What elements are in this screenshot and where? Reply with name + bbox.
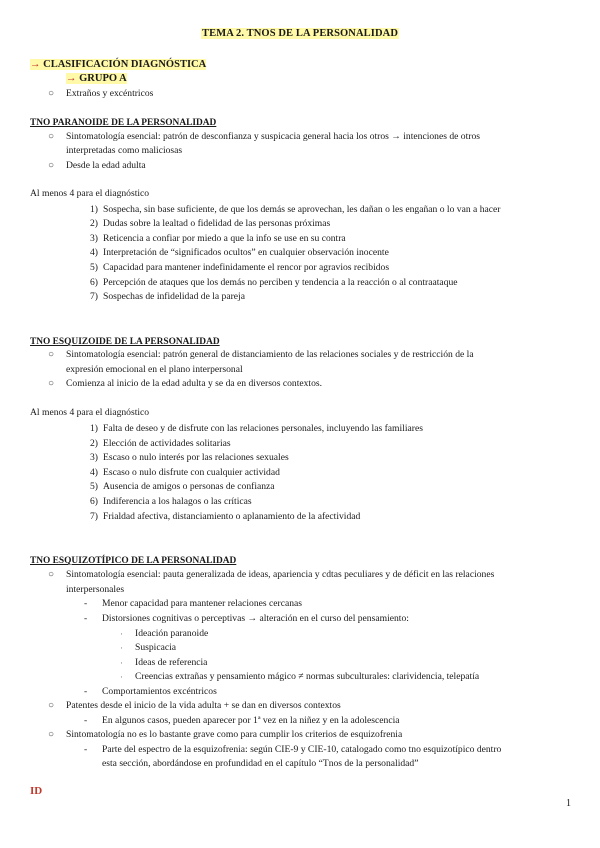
list-item-number: 1): [90, 204, 98, 215]
circle-bullet-icon: ○: [48, 160, 55, 171]
list-item: Dudas sobre la lealtad o fidelidad de las personas próximas: [103, 218, 331, 229]
group-description: Extraños y excéntricos: [66, 88, 154, 99]
esquizotipico-onset: Patentes desde el inicio de la vida adulta + se dan en diversos contextos: [66, 700, 341, 711]
arrow-icon: →: [30, 59, 41, 70]
paranoide-essential-line1: Sintomatología esencial: patrón de desconfianza y suspicacia general hacia los otros → intenciones de otros: [66, 131, 480, 142]
list-item: Sospecha, sin base suficiente, de que los demás se aprovechan, les dañan o les engañan o lo van a hacer: [103, 204, 501, 215]
list-item-number: 1): [90, 423, 98, 434]
circle-bullet-icon: ○: [48, 569, 55, 580]
square-bullet-icon: ·: [120, 629, 123, 639]
list-item-number: 4): [90, 467, 98, 478]
list-item: Ideas de referencia: [135, 657, 208, 668]
list-item-number: 7): [90, 291, 98, 302]
esquizoide-essential-line1: Sintomatología esencial: patrón general de distanciamiento de las relaciones sociales y de restricción de la: [66, 349, 474, 360]
list-item-number: 3): [90, 452, 98, 463]
square-bullet-icon: ·: [120, 658, 123, 668]
page-number: 1: [566, 798, 571, 809]
circle-bullet-icon: ○: [48, 700, 55, 711]
list-item: Capacidad para mantener indefinidamente el rencor por agravios recibidos: [103, 262, 390, 273]
list-item: Reticencia a confiar por miedo a que la info se use en su contra: [103, 233, 346, 244]
list-item: Escaso o nulo interés por las relaciones sexuales: [103, 452, 289, 463]
list-item: Sospechas de infidelidad de la pareja: [103, 291, 245, 302]
list-item: Falta de deseo y de disfrute con las relaciones personales, incluyendo las familiares: [103, 423, 423, 434]
esquizotipico-sub3: Comportamientos excéntricos: [102, 686, 217, 697]
esquizoide-onset: Comienza al inicio de la edad adulta y se da en diversos contextos.: [66, 378, 323, 389]
dash-bullet-icon: -: [84, 744, 88, 755]
dash-bullet-icon: -: [84, 598, 88, 609]
list-item-number: 2): [90, 218, 98, 229]
esquizotipico-sub1: Menor capacidad para mantener relaciones cercanas: [102, 598, 303, 609]
square-bullet-icon: ·: [120, 643, 123, 653]
esquizotipico-essential-line1: Sintomatología esencial: pauta generalizada de ideas, apariencia y cdtas peculiares y de déficit en las relaciones: [66, 569, 495, 580]
esquizotipico-severity-sub-line2: esta sección, abordándose en profundidad en el capítulo “Tnos de la personalidad”: [102, 758, 419, 769]
list-item: Creencias extrañas y pensamiento mágico ≠ normas subculturales: clarividencia, telepatía: [135, 671, 480, 682]
list-item: Indiferencia a los halagos o las críticas: [103, 496, 252, 507]
list-item: Escaso o nulo disfrute con cualquier actividad: [103, 467, 280, 478]
classification-heading: → CLASIFICACIÓN DIAGNÓSTICA: [30, 59, 207, 70]
list-item-number: 6): [90, 277, 98, 288]
list-item: Percepción de ataques que los demás no perciben y tendencia a la reacción o al contraataque: [103, 277, 458, 288]
list-item-number: 5): [90, 262, 98, 273]
esquizotipico-severity: Sintomatología no es lo bastante grave como para cumplir los criterios de esquizofrenia: [66, 729, 403, 740]
list-item-number: 5): [90, 481, 98, 492]
square-bullet-icon: ·: [120, 672, 123, 682]
page-title: TEMA 2. TNOS DE LA PERSONALIDAD: [201, 28, 399, 39]
list-item: Ausencia de amigos o personas de confianza: [103, 481, 275, 492]
list-item: Frialdad afectiva, distanciamiento o aplanamiento de la afectividad: [103, 511, 361, 522]
paranoide-essential-line2: interpretadas como maliciosas: [66, 145, 183, 156]
list-item-number: 4): [90, 247, 98, 258]
esquizoide-criteria-intro: Al menos 4 para el diagnóstico: [30, 407, 150, 418]
esquizotipico-onset-sub: En algunos casos, pueden aparecer por 1ª vez en la niñez y en la adolescencia: [102, 715, 400, 726]
list-item-number: 7): [90, 511, 98, 522]
dash-bullet-icon: -: [84, 613, 88, 624]
list-item-number: 3): [90, 233, 98, 244]
footer-logo-mark: ID: [30, 785, 43, 797]
arrow-icon: →: [66, 73, 77, 84]
dash-bullet-icon: -: [84, 686, 88, 697]
list-item: Interpretación de “significados ocultos” en cualquier observación inocente: [103, 247, 389, 258]
circle-bullet-icon: ○: [48, 349, 55, 360]
list-item: Suspicacia: [135, 642, 177, 653]
esquizotipico-essential-line2: interpersonales: [66, 584, 125, 595]
dash-bullet-icon: -: [84, 715, 88, 726]
paranoide-onset: Desde la edad adulta: [66, 160, 146, 171]
paranoide-criteria-intro: Al menos 4 para el diagnóstico: [30, 188, 150, 199]
section-heading-esquizoide: TNO ESQUIZOIDE DE LA PERSONALIDAD: [30, 337, 220, 347]
list-item: Ideación paranoide: [135, 628, 209, 639]
circle-bullet-icon: ○: [48, 88, 55, 99]
esquizotipico-sub2: Distorsiones cognitivas o perceptivas → alteración en el curso del pensamiento:: [102, 613, 409, 624]
group-heading: → GRUPO A: [66, 73, 127, 84]
esquizoide-essential-line2: expresión emocional en el plano interpersonal: [66, 364, 243, 375]
circle-bullet-icon: ○: [48, 131, 55, 142]
list-item-number: 2): [90, 438, 98, 449]
list-item-number: 6): [90, 496, 98, 507]
circle-bullet-icon: ○: [48, 378, 55, 389]
list-item: Elección de actividades solitarias: [103, 438, 231, 449]
section-heading-paranoide: TNO PARANOIDE DE LA PERSONALIDAD: [30, 118, 217, 128]
esquizotipico-severity-sub-line1: Parte del espectro de la esquizofrenia: según CIE-9 y CIE-10, catalogado como tno esquizotípico dentro: [102, 744, 502, 755]
circle-bullet-icon: ○: [48, 729, 55, 740]
section-heading-esquizotipico: TNO ESQUIZOTÍPICO DE LA PERSONALIDAD: [30, 556, 237, 566]
